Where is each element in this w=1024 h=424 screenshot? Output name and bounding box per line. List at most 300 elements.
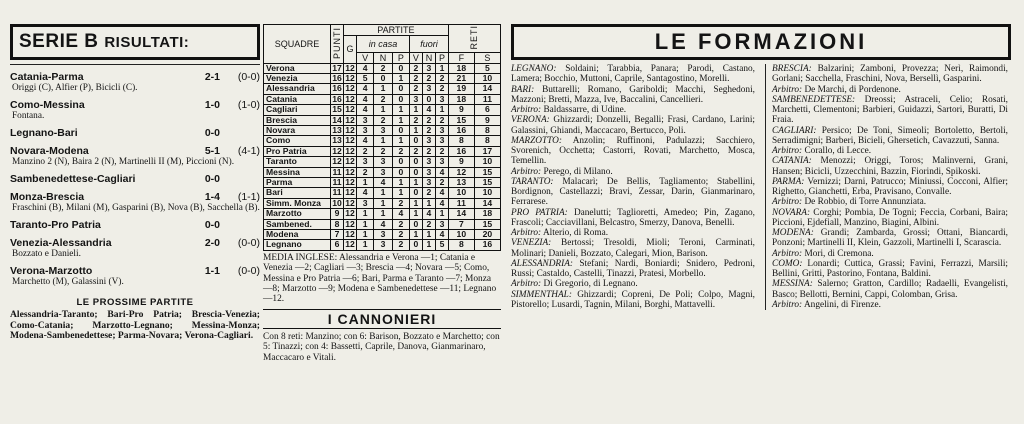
match-score: 0-0 bbox=[204, 127, 220, 139]
stat-cell: 12 bbox=[345, 156, 355, 167]
stat-cell: 12 bbox=[345, 114, 355, 125]
standings-row bbox=[264, 167, 501, 177]
lineup-players: Alterio, di Roma. bbox=[541, 228, 609, 238]
stat-cell: 2 bbox=[392, 146, 409, 156]
lineup-players: Perego, di Milano. bbox=[541, 166, 613, 177]
team-name: Simm. Monza bbox=[264, 198, 331, 208]
stat-cell: 2 bbox=[374, 94, 392, 104]
stat-cell: 15 bbox=[474, 219, 500, 229]
stat-cell: 3 bbox=[374, 157, 392, 167]
stat-cell: 10 bbox=[474, 73, 500, 83]
stat-cell: 4 bbox=[436, 230, 449, 240]
lineup-team: Arbitro: bbox=[511, 228, 542, 238]
lineup-players: Salerno; Gratton, Cardillo; Radaelli, Evangelisti, Basco; Bellotti, Bernini, Cappi, Colomban, Grisa. bbox=[772, 279, 1008, 300]
match-halftime: (0-0) bbox=[237, 265, 260, 277]
stat-cell: 3 bbox=[422, 167, 435, 177]
lineup-team: LEGNANO: bbox=[511, 64, 557, 74]
standings-row bbox=[264, 125, 501, 135]
lineup-entry bbox=[772, 126, 1008, 147]
stat-cell: 0 bbox=[374, 73, 392, 83]
stat-cell: 2 bbox=[410, 115, 423, 125]
stat-cell: 12 bbox=[345, 166, 355, 177]
lineup-team: COMO: bbox=[772, 258, 803, 269]
match-scorers: Manzino 2 (N), Baira 2 (N), Martinelli II (M), Piccioni (N). bbox=[12, 157, 235, 167]
stat-cell: 4 bbox=[374, 177, 392, 187]
team-name: Alessandria bbox=[264, 84, 331, 94]
stat-cell: 2 bbox=[410, 84, 423, 94]
stat-cell: 16 bbox=[474, 240, 500, 250]
stat-cell: 3 bbox=[357, 125, 374, 135]
lineup-entry bbox=[772, 259, 1008, 280]
stat-cell: 9 bbox=[331, 209, 344, 219]
stat-cell: 5 bbox=[436, 240, 449, 250]
stat-cell: 1 bbox=[357, 219, 374, 229]
team-name: Catania bbox=[264, 94, 331, 104]
stat-cell: 12 bbox=[345, 229, 355, 240]
next-matches-title: LE PROSSIME PARTITE bbox=[76, 297, 194, 308]
lineup-team: Arbitro: bbox=[772, 146, 803, 156]
stat-cell: 18 bbox=[474, 209, 500, 219]
match-item bbox=[10, 127, 260, 139]
stat-cell: 21 bbox=[448, 73, 474, 83]
match-halftime: (4-1) bbox=[237, 145, 260, 157]
stat-cell: 12 bbox=[345, 197, 355, 208]
stat-cell: 0 bbox=[392, 167, 409, 177]
stat-cell: 19 bbox=[448, 84, 474, 94]
stat-cell: 12 bbox=[345, 208, 355, 219]
stat-cell: 0 bbox=[410, 167, 423, 177]
stat-cell: 8 bbox=[448, 136, 474, 146]
lineup-entry bbox=[772, 197, 1008, 207]
lineups-column bbox=[511, 0, 1011, 310]
stat-cell: 2 bbox=[374, 146, 392, 156]
match-teams: Legnano-Bari bbox=[10, 127, 78, 139]
standings-row bbox=[264, 219, 501, 229]
col-sub: F bbox=[448, 52, 474, 63]
lineup-players: Ghizzardi; Copreni, De Poli; Colpo, Magni, Pistorello; Lusardi, Tagnin, Milani, Borghi, Mattavelli. bbox=[511, 289, 755, 310]
team-name: Cagliari bbox=[264, 105, 331, 115]
team-name: Brescia bbox=[264, 115, 331, 125]
stat-cell: 17 bbox=[474, 146, 500, 156]
lineup-players: Balzarini; Zamboni, Provezza; Nerì, Raimondi, Gorlani; Sacchella, Fraschini, Nova, Bersellì, Gasparini. bbox=[772, 64, 1008, 85]
stat-cell: 1 bbox=[374, 84, 392, 94]
stat-cell: 3 bbox=[422, 84, 435, 94]
standings-row bbox=[264, 105, 501, 115]
stat-cell: 1 bbox=[392, 105, 409, 115]
stat-cell: 9 bbox=[448, 157, 474, 167]
lineup-team: TARANTO: bbox=[511, 176, 554, 187]
stat-cell: 4 bbox=[374, 219, 392, 229]
stat-cell: 10 bbox=[474, 188, 500, 198]
standings-row bbox=[264, 177, 501, 187]
stat-cell: 16 bbox=[332, 93, 342, 104]
lineup-entry bbox=[511, 136, 755, 167]
stat-cell: 1 bbox=[392, 115, 409, 125]
match-score: 1-4 bbox=[204, 191, 220, 203]
stat-cell: 2 bbox=[392, 240, 409, 250]
lineup-players: Corallo, di Lecce. bbox=[802, 146, 872, 156]
team-name: Venezia bbox=[264, 73, 331, 83]
stat-cell: 12 bbox=[345, 62, 355, 73]
stat-cell: 4 bbox=[422, 209, 435, 219]
lineup-players: Grandi; Zambarda, Grossi; Ottani, Biancardi, Ponzoni; Martinelli II, Klein, Gazzoli, Martinelli I, Scarascia. bbox=[772, 228, 1008, 249]
stat-cell: 2 bbox=[436, 73, 449, 83]
lineup-players: Angelini, di Firenze. bbox=[802, 299, 881, 310]
stat-cell: 4 bbox=[436, 188, 449, 198]
match-halftime: (0-0) bbox=[237, 71, 260, 83]
stat-cell: 1 bbox=[410, 230, 423, 240]
lineup-team: BRESCIA: bbox=[772, 64, 812, 74]
stat-cell: 2 bbox=[422, 73, 435, 83]
col-sub: P bbox=[436, 52, 449, 63]
stat-cell: 3 bbox=[357, 115, 374, 125]
col-sub: P bbox=[392, 52, 409, 63]
match-item bbox=[10, 191, 260, 213]
stat-cell: 13 bbox=[448, 177, 474, 187]
stat-cell: 1 bbox=[410, 198, 423, 208]
lineup-entry bbox=[772, 146, 1008, 156]
stat-cell: 15 bbox=[474, 167, 500, 177]
stat-cell: 12 bbox=[345, 187, 355, 198]
stat-cell: 4 bbox=[392, 209, 409, 219]
stat-cell: 11 bbox=[332, 187, 342, 198]
lineup-entry bbox=[772, 85, 1008, 95]
lineups-left bbox=[511, 64, 755, 310]
stat-cell: 1 bbox=[422, 230, 435, 240]
stat-cell: 3 bbox=[422, 177, 435, 187]
lineup-entry bbox=[511, 115, 755, 136]
lineup-entry bbox=[511, 177, 755, 208]
stat-cell: 12 bbox=[345, 145, 355, 156]
lineup-entry bbox=[511, 228, 755, 238]
standings-row bbox=[264, 136, 501, 146]
stat-cell: 4 bbox=[357, 105, 374, 115]
stat-cell: 0 bbox=[392, 84, 409, 94]
match-scorers: Fraschini (B), Milani (M), Gasparini (B), Nova (B), Sacchella (B). bbox=[12, 203, 260, 213]
col-giocate: G bbox=[344, 36, 357, 64]
stat-cell: 1 bbox=[410, 125, 423, 135]
stat-cell: 5 bbox=[357, 73, 374, 83]
stat-cell: 1 bbox=[374, 105, 392, 115]
lineup-players: Ghizzardi; Donzelli, Begalli; Frasi, Cardano, Larini; Galassini, Ghiandi, Maccacaro, Bertucco, Poli. bbox=[511, 115, 755, 136]
stat-cell: 10 bbox=[474, 157, 500, 167]
match-scorers: Origgi (C), Alfier (P), Bicicli (C). bbox=[12, 83, 138, 93]
stat-cell: 8 bbox=[448, 240, 474, 250]
stat-cell: 12 bbox=[345, 124, 355, 135]
stat-cell: 1 bbox=[410, 209, 423, 219]
match-teams: Verona-Marzotto bbox=[10, 265, 93, 277]
stat-cell: 3 bbox=[436, 125, 449, 135]
stat-cell: 16 bbox=[332, 83, 342, 94]
stat-cell: 1 bbox=[436, 105, 449, 115]
stat-cell: 12 bbox=[345, 72, 355, 83]
standings-row bbox=[264, 230, 501, 240]
lineup-players: Danelutti; Taglioretti, Amedeo; Pin, Zagano, Frascoli; Cacciavillani, Belcastro, Smerzy, Danova, Benelli. bbox=[511, 207, 755, 228]
stat-cell: 2 bbox=[436, 177, 449, 187]
standings-row bbox=[264, 63, 501, 73]
lineup-entry bbox=[511, 167, 755, 177]
stat-cell: 0 bbox=[392, 94, 409, 104]
lineup-players: Baldassarre, di Udine. bbox=[541, 105, 627, 115]
lineup-players: Bertossi; Tresoldi, Mioli; Teroni, Carminati, Molinari; Danieli, Bozzato, Calegari, Mion, Barison. bbox=[511, 238, 755, 259]
match-item bbox=[10, 71, 260, 93]
lineup-entry bbox=[772, 300, 1008, 310]
lineup-team: VERONA: bbox=[511, 115, 550, 126]
team-name: Modena bbox=[264, 230, 331, 240]
stat-cell: 3 bbox=[357, 198, 374, 208]
stat-cell: 4 bbox=[436, 198, 449, 208]
stat-cell: 3 bbox=[374, 240, 392, 250]
stat-cell: 4 bbox=[436, 167, 449, 177]
stat-cell: 2 bbox=[410, 146, 423, 156]
lineup-entry bbox=[772, 279, 1008, 300]
stat-cell: 12 bbox=[345, 176, 355, 187]
stat-cell: 11 bbox=[332, 166, 342, 177]
stat-cell: 13 bbox=[332, 135, 342, 146]
standings-row bbox=[264, 94, 501, 104]
match-halftime: (1-1) bbox=[237, 191, 260, 203]
team-name: Marzotto bbox=[264, 209, 331, 219]
lineup-entry bbox=[511, 208, 755, 229]
stat-cell: 11 bbox=[474, 94, 500, 104]
lineup-players: Persico; De Toni, Simeoli; Bortoletto, Bertoli, Serradimigni; Barberi, Bicieli, Ghersetich, Cavazzuti, Sanna. bbox=[772, 125, 1008, 146]
match-item bbox=[10, 173, 260, 185]
match-teams: Catania-Parma bbox=[10, 71, 84, 83]
stat-cell: 0 bbox=[410, 188, 423, 198]
stat-cell: 3 bbox=[422, 63, 435, 73]
stat-cell: 0 bbox=[392, 157, 409, 167]
results-title-small: RISULTATI: bbox=[104, 34, 190, 51]
stat-cell: 1 bbox=[357, 209, 374, 219]
stat-cell: 2 bbox=[436, 146, 449, 156]
stat-cell: 2 bbox=[422, 219, 435, 229]
match-teams: Como-Messina bbox=[10, 99, 85, 111]
stat-cell: 9 bbox=[448, 105, 474, 115]
standings-column bbox=[263, 0, 501, 363]
col-sub: V bbox=[410, 52, 423, 63]
lineup-team: MESSINA: bbox=[772, 279, 813, 290]
stat-cell: 1 bbox=[357, 177, 374, 187]
lineup-players: Di Gregorio, di Legnano. bbox=[541, 279, 638, 290]
stat-cell: 17 bbox=[332, 62, 342, 73]
stat-cell: 4 bbox=[357, 188, 374, 198]
col-sub: N bbox=[374, 52, 392, 63]
stat-cell: 4 bbox=[357, 94, 374, 104]
standings-body bbox=[264, 63, 501, 250]
stat-cell: 4 bbox=[357, 84, 374, 94]
match-teams: Sambenedettese-Cagliari bbox=[10, 173, 136, 185]
stat-cell: 12 bbox=[332, 156, 342, 167]
match-teams: Venezia-Alessandria bbox=[10, 237, 112, 249]
match-item bbox=[10, 145, 260, 167]
stat-cell: 12 bbox=[448, 167, 474, 177]
stat-cell: 2 bbox=[357, 167, 374, 177]
next-matches-text: Alessandria-Taranto; Bari-Pro Patria; Brescia-Venezia; Como-Catania; Marzotto-Legnano; Messina-Monza; Modena-Sambenedettese; Parma-Novara; Verona-Cagliari. bbox=[10, 309, 260, 341]
lineup-players: Corghi; Pombia, De Togni; Feccia, Corbani, Baira; Piccioni, Ejdefiall, Manzino, Biagini, Albini. bbox=[772, 207, 1008, 228]
divider bbox=[10, 64, 260, 65]
stat-cell: 4 bbox=[357, 136, 374, 146]
stat-cell: 3 bbox=[422, 136, 435, 146]
stat-cell: 2 bbox=[422, 115, 435, 125]
stat-cell: 12 bbox=[332, 145, 342, 156]
stat-cell: 2 bbox=[410, 63, 423, 73]
team-name: Verona bbox=[264, 63, 331, 73]
lineup-players: Buttarelli; Romano, Gariboldi; Macchi, Seghedoni, Mazzoni; Bretti, Mazza, Ive, Baccalini, Cancellieri. bbox=[511, 84, 755, 105]
stat-cell: 1 bbox=[436, 209, 449, 219]
stat-cell: 14 bbox=[474, 198, 500, 208]
match-halftime: (1-0) bbox=[237, 99, 260, 111]
stat-cell: 8 bbox=[474, 136, 500, 146]
lineup-entry bbox=[772, 208, 1008, 229]
lineup-team: PRO PATRIA: bbox=[511, 207, 568, 218]
stat-cell: 1 bbox=[436, 63, 449, 73]
match-teams: Novara-Modena bbox=[10, 145, 89, 157]
lineup-team: MARZOTTO: bbox=[511, 135, 562, 146]
stat-cell: 3 bbox=[436, 136, 449, 146]
stat-cell: 1 bbox=[392, 136, 409, 146]
stat-cell: 0 bbox=[410, 240, 423, 250]
stat-cell: 4 bbox=[422, 105, 435, 115]
results-header bbox=[10, 24, 260, 60]
stat-cell: 3 bbox=[374, 167, 392, 177]
match-score: 0-0 bbox=[204, 219, 220, 231]
stat-cell: 4 bbox=[357, 63, 374, 73]
lineup-team: Arbitro: bbox=[772, 197, 803, 208]
stat-cell: 2 bbox=[374, 63, 392, 73]
stat-cell: 3 bbox=[410, 94, 423, 104]
stat-cell: 16 bbox=[332, 72, 342, 83]
lineup-team: PARMA: bbox=[772, 176, 805, 187]
stat-cell: 12 bbox=[345, 239, 355, 250]
col-sub: S bbox=[474, 52, 500, 63]
lineup-team: Arbitro: bbox=[511, 279, 542, 290]
col-squadre: SQUADRE bbox=[264, 25, 331, 64]
stat-cell: 0 bbox=[392, 63, 409, 73]
lineup-players: Menozzi; Origgi, Toros; Malinverni, Grani, Hansen; Bicicli, Uzzecchini, Bazzin, Fiorindi, Spikoski. bbox=[772, 156, 1008, 177]
lineup-team: VENEZIA: bbox=[511, 238, 552, 249]
stat-cell: 1 bbox=[374, 198, 392, 208]
stat-cell: 15 bbox=[448, 115, 474, 125]
standings-table bbox=[263, 24, 501, 251]
match-score: 2-1 bbox=[204, 71, 220, 83]
stat-cell: 1 bbox=[374, 136, 392, 146]
stat-cell: 2 bbox=[436, 84, 449, 94]
stat-cell: 1 bbox=[357, 230, 374, 240]
lineup-team: MODENA: bbox=[772, 228, 814, 238]
stat-cell: 8 bbox=[474, 125, 500, 135]
stat-cell: 12 bbox=[345, 104, 355, 115]
stat-cell: 10 bbox=[448, 188, 474, 198]
stat-cell: 2 bbox=[410, 73, 423, 83]
lineup-players: Anzolin; Ruffinoni, Padulazzi; Sacchiero, Svorenich, Occhetta; Castorri, Rovati, Marchetto, Mosca, Temellin. bbox=[511, 135, 755, 167]
standings-row bbox=[264, 73, 501, 83]
lineup-team: CAGLIARI: bbox=[772, 125, 817, 136]
team-name: Parma bbox=[264, 177, 331, 187]
match-item bbox=[10, 99, 260, 121]
lineup-team: Arbitro: bbox=[772, 299, 803, 310]
lineup-entry bbox=[511, 259, 755, 280]
team-name: Sambened. bbox=[264, 219, 331, 229]
match-score: 1-0 bbox=[204, 99, 220, 111]
stat-cell: 1 bbox=[357, 240, 374, 250]
stat-cell: 2 bbox=[422, 146, 435, 156]
standings-row bbox=[264, 157, 501, 167]
lineup-entry bbox=[511, 290, 755, 311]
standings-row bbox=[264, 84, 501, 94]
stat-cell: 11 bbox=[332, 176, 342, 187]
stat-cell: 3 bbox=[357, 157, 374, 167]
stat-cell: 1 bbox=[392, 188, 409, 198]
stat-cell: 15 bbox=[332, 104, 342, 115]
match-score: 1-1 bbox=[204, 265, 220, 277]
match-item bbox=[10, 219, 260, 231]
stat-cell: 2 bbox=[374, 115, 392, 125]
stat-cell: 1 bbox=[392, 73, 409, 83]
match-teams: Monza-Brescia bbox=[10, 191, 85, 203]
stat-cell: 1 bbox=[410, 177, 423, 187]
lineup-team: Arbitro: bbox=[772, 248, 803, 259]
lineup-players: De Marchi, di Pordenone. bbox=[802, 84, 901, 95]
match-score: 0-0 bbox=[204, 173, 220, 185]
match-item bbox=[10, 265, 260, 287]
team-name: Como bbox=[264, 136, 331, 146]
lineup-team: Arbitro: bbox=[511, 166, 542, 177]
stat-cell: 8 bbox=[331, 219, 344, 229]
match-scorers: Fontana. bbox=[12, 111, 45, 121]
stat-cell: 6 bbox=[331, 240, 344, 250]
stat-cell: 0 bbox=[410, 136, 423, 146]
standings-row bbox=[264, 146, 501, 156]
match-score: 2-0 bbox=[204, 237, 220, 249]
match-item bbox=[10, 237, 260, 259]
lineups-title: LE FORMAZIONI bbox=[511, 24, 1011, 60]
stat-cell: 14 bbox=[474, 84, 500, 94]
stat-cell: 0 bbox=[392, 125, 409, 135]
stat-cell: 3 bbox=[374, 230, 392, 240]
standings-row bbox=[264, 240, 501, 250]
lineup-entry bbox=[772, 228, 1008, 249]
stat-cell: 20 bbox=[474, 230, 500, 240]
team-name: Bari bbox=[264, 188, 331, 198]
media-inglese: MEDIA INGLESE: Alessandria e Verona —1; Catania e Venezia —2; Cagliari —3; Brescia —4; Novara —5; Como, Messina e Pro Patria —6; Bari, Parma e Taranto —7; Monza —8; Marzotto —9; Modena e Sambenedettese —11; Legnano —12. bbox=[263, 252, 497, 305]
lineup-players: Lonardi; Cuttica, Grassi; Favini, Ferrazzi, Marsili; Bellini, Gritti, Pastorino, Fontana, Baldini. bbox=[772, 258, 1008, 279]
stat-cell: 11 bbox=[448, 198, 474, 208]
scorers-text: Con 8 reti: Manzino; con 6: Barison, Bozzato e Marchetto; con 5: Tinazzi; con 4: Bassetti, Caprile, Danova, Gianmarinaro, Maccacaro e Vitali. bbox=[263, 331, 500, 363]
stat-cell: 18 bbox=[448, 94, 474, 104]
stat-cell: 16 bbox=[448, 146, 474, 156]
lineup-entry bbox=[511, 105, 755, 115]
stat-cell: 1 bbox=[374, 188, 392, 198]
lineup-players: Soldaini; Tarabbia, Panara; Parodi, Castano, Lamera; Bocchio, Muttoni, Caprile, Santagostino, Morelli. bbox=[511, 64, 755, 85]
stat-cell: 13 bbox=[332, 124, 342, 135]
col-sub: V bbox=[357, 52, 374, 63]
match-scorers: Marchetto (M), Galassini (V). bbox=[12, 277, 124, 287]
lineup-team: SAMBENEDETTESE: bbox=[772, 94, 856, 105]
stat-cell: 1 bbox=[422, 198, 435, 208]
stat-cell: 0 bbox=[410, 219, 423, 229]
results-column bbox=[10, 0, 260, 342]
stat-cell: 3 bbox=[422, 157, 435, 167]
col-reti: RETI bbox=[448, 25, 500, 53]
stat-cell: 16 bbox=[448, 125, 474, 135]
stat-cell: 2 bbox=[392, 219, 409, 229]
stat-cell: 15 bbox=[474, 177, 500, 187]
lineup-players: Dreossi; Astraceli, Celio; Rosati, Marchetti, Clementoni; Barbieri, Guidazzi, Sartori, Buratti, Di Fraia. bbox=[772, 94, 1008, 126]
col-in-casa: in casa bbox=[357, 36, 410, 53]
stat-cell: 3 bbox=[436, 219, 449, 229]
stat-cell: 2 bbox=[422, 188, 435, 198]
lineup-team: Arbitro: bbox=[772, 84, 803, 95]
